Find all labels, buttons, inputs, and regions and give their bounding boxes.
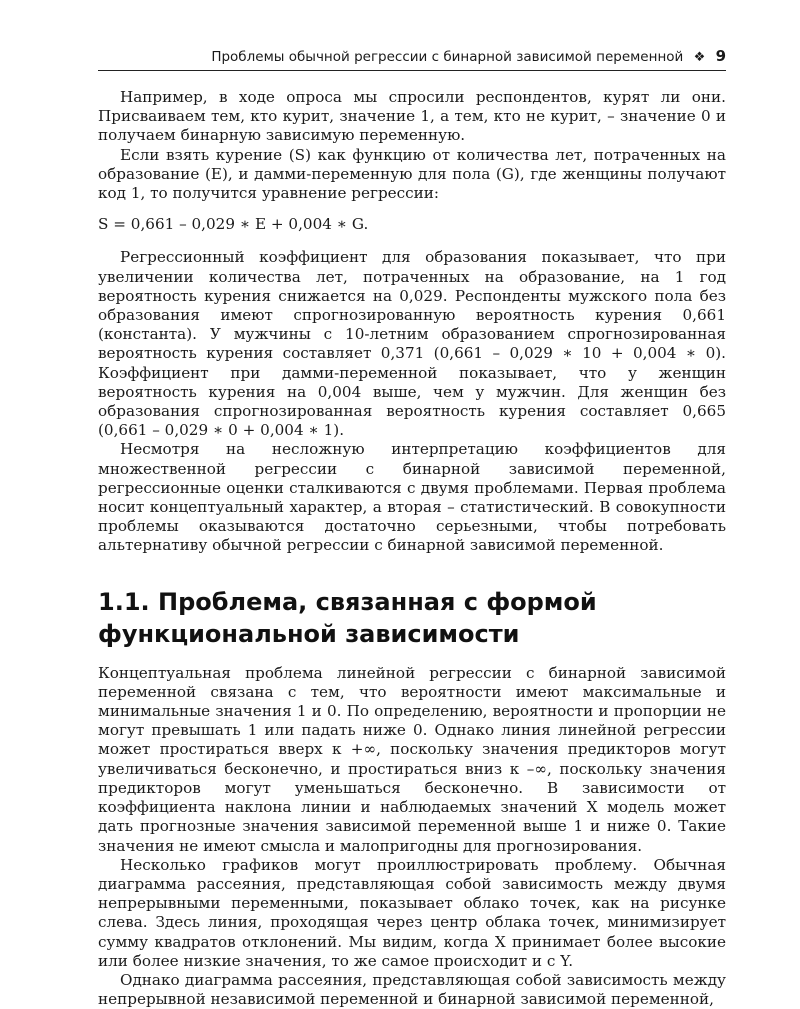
running-title: Проблемы обычной регрессии с бинарной зависимой переменной xyxy=(211,49,684,65)
regression-formula: S = 0,661 – 0,029 ∗ E + 0,004 ∗ G. xyxy=(98,215,369,234)
paragraph: Концептуальная проблема линейной регрессии с бинарной зависимой переменной связана с тем, что вероятности имеют максимальные и минимальные значения 1 и 0. По определению, вероятности и пропорции не могут превышать 1 или падать ниже 0. Однако линия линейной регрессии может простираться вверх к +∞, поскольку значения предикторов могут увеличиваться бесконечно, и простираться вниз к –∞, поскольку значения предикторов могут уменьшаться бесконечно. В зависимости от коэффициента наклона линии и наблюдаемых значений X модель может дать прогнозные значения зависимой переменной выше 1 и ниже 0. Такие значения не имеют смысла и малопригодны для прогнозирования. xyxy=(98,663,726,855)
diamond-ornament-icon: ❖ xyxy=(693,50,706,65)
header-rule xyxy=(98,70,726,71)
running-header xyxy=(98,47,726,67)
paragraph: Регрессионный коэффициент для образования показывает, что при увеличении количества лет, потраченных на образование, на 1 год вероятность курения снижается на 0,029. Респонденты мужского пола без образования имеют спрогнозированную вероятность курения 0,661 (константа). У мужчины с 10-летним образованием спрогнозированная вероятность курения составляет 0,371 (0,661 – 0,029 ∗ 10 + 0,004 ∗ 0). Коэффициент при дамми-переменной показывает, что у женщин вероятность курения на 0,004 выше, чем у мужчин. Для женщин без образования спрогнозированная вероятность курения составляет 0,665 (0,661 – 0,029 ∗ 0 + 0,004 ∗ 1). xyxy=(98,248,726,440)
body-text xyxy=(98,88,726,1009)
paragraph: Несколько графиков могут проиллюстрировать проблему. Обычная диаграмма рассеяния, представляющая собой зависимость между двумя непрерывными переменными, показывает облако точек, как на рисунке слева. Здесь линия, проходящая через центр облака точек, минимизирует сумму квадратов отклонений. Мы видим, когда X принимает более высокие или более низкие значения, то же самое происходит и с Y. xyxy=(98,855,726,970)
paragraph: Например, в ходе опроса мы спросили респондентов, курят ли они. Присваиваем тем, кто курит, значение 1, а тем, кто не курит, – значение 0 и получаем бинарную зависимую переменную. xyxy=(98,88,726,145)
section-heading-line: функциональной зависимости xyxy=(98,619,520,648)
section-heading xyxy=(98,586,726,650)
section-heading-line: 1.1. Проблема, связанная с формой xyxy=(98,587,597,616)
paragraph: Если взять курение (S) как функцию от количества лет, потраченных на образование (E), и дамми-переменную для пола (G), где женщины получают код 1, то получится уравнение регрессии: xyxy=(98,145,726,203)
paragraph: Однако диаграмма рассеяния, представляющая собой зависимость между непрерывной независимой переменной и бинарной зависимой переменной, xyxy=(98,970,726,1009)
page-number: 9 xyxy=(715,47,726,65)
paragraph: Несмотря на несложную интерпретацию коэффициентов для множественной регрессии с бинарной зависимой переменной, регрессионные оценки сталкиваются с двумя проблемами. Первая проблема носит концептуальный характер, а вторая – статистический. В совокупности проблемы оказываются достаточно серьезными, чтобы потребовать альтернативу обычной регрессии с бинарной зависимой переменной. xyxy=(98,440,726,555)
